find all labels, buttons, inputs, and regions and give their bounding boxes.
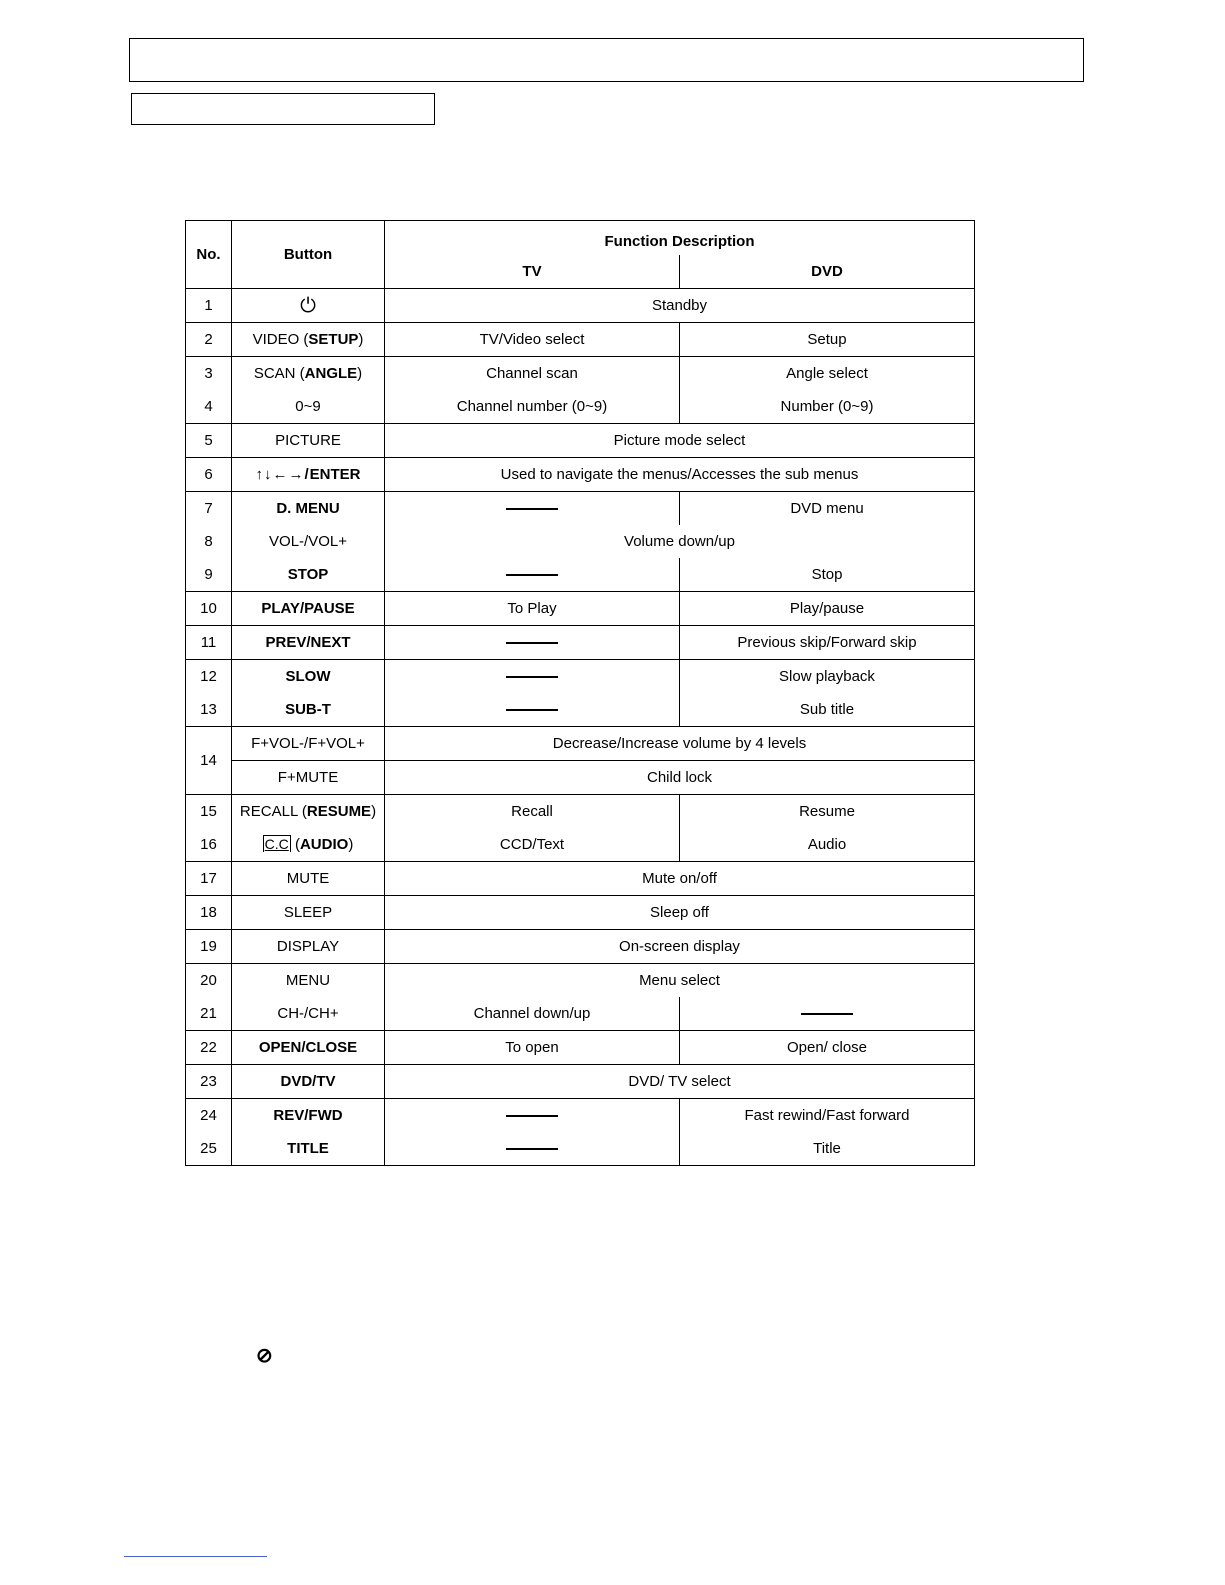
row-button: TITLE bbox=[232, 1132, 385, 1166]
row-no: 23 bbox=[186, 1065, 232, 1099]
row-dvd: Sub title bbox=[680, 693, 975, 727]
row-dvd: Stop bbox=[680, 558, 975, 592]
row-function: Decrease/Increase volume by 4 levels bbox=[385, 727, 975, 761]
table-row bbox=[186, 862, 975, 896]
row-function: Menu select bbox=[385, 964, 975, 998]
row-button: DVD/TV bbox=[232, 1065, 385, 1099]
header-function-description: Function Description bbox=[385, 221, 975, 256]
button-label-bold: ANGLE bbox=[304, 364, 358, 382]
row-button: 0~9 bbox=[232, 390, 385, 424]
row-button: PREV/NEXT bbox=[232, 626, 385, 660]
table-row bbox=[186, 1132, 975, 1166]
row-no: 5 bbox=[186, 424, 232, 458]
row-no: 4 bbox=[186, 390, 232, 424]
button-label-bold: SETUP bbox=[308, 330, 359, 348]
row-tv bbox=[385, 626, 680, 660]
row-function: On-screen display bbox=[385, 930, 975, 964]
row-no: 9 bbox=[186, 558, 232, 592]
button-label-bold: RESUME bbox=[306, 802, 372, 820]
row-tv: Channel scan bbox=[385, 357, 680, 391]
row-button bbox=[232, 323, 385, 357]
row-dvd: DVD menu bbox=[680, 492, 975, 526]
row-tv bbox=[385, 1132, 680, 1166]
dash-placeholder bbox=[506, 1115, 558, 1117]
table-row bbox=[186, 964, 975, 998]
row-tv: Recall bbox=[385, 795, 680, 829]
row-button: CH-/CH+ bbox=[232, 997, 385, 1031]
table-row bbox=[186, 390, 975, 424]
row-button: REV/FWD bbox=[232, 1099, 385, 1133]
row-tv: Channel down/up bbox=[385, 997, 680, 1031]
row-no: 21 bbox=[186, 997, 232, 1031]
row-no: 12 bbox=[186, 660, 232, 694]
no-entry-icon: ⊘ bbox=[256, 1345, 273, 1367]
table-row bbox=[186, 492, 975, 526]
row-no: 16 bbox=[186, 828, 232, 862]
table-row bbox=[186, 558, 975, 592]
row-function: Mute on/off bbox=[385, 862, 975, 896]
row-button: PICTURE bbox=[232, 424, 385, 458]
row-dvd: Title bbox=[680, 1132, 975, 1166]
header-no: No. bbox=[186, 221, 232, 289]
table-row bbox=[186, 795, 975, 829]
row-dvd: Fast rewind/Fast forward bbox=[680, 1099, 975, 1133]
row-button: MENU bbox=[232, 964, 385, 998]
table-row bbox=[186, 896, 975, 930]
row-no: 25 bbox=[186, 1132, 232, 1166]
section-title-box bbox=[131, 93, 435, 125]
table-row bbox=[186, 1065, 975, 1099]
row-button: F+VOL-/F+VOL+ bbox=[232, 727, 385, 761]
row-function: Volume down/up bbox=[385, 525, 975, 558]
table-header-row bbox=[186, 221, 975, 256]
table-row bbox=[186, 424, 975, 458]
table-row bbox=[186, 357, 975, 391]
dash-placeholder bbox=[506, 574, 558, 576]
row-button: VOL-/VOL+ bbox=[232, 525, 385, 558]
row-tv: To Play bbox=[385, 592, 680, 626]
row-no: 8 bbox=[186, 525, 232, 558]
row-dvd: Previous skip/Forward skip bbox=[680, 626, 975, 660]
row-dvd: Resume bbox=[680, 795, 975, 829]
table-row bbox=[186, 727, 975, 761]
table-row bbox=[186, 828, 975, 862]
table-row bbox=[186, 761, 975, 795]
row-tv bbox=[385, 558, 680, 592]
row-no: 17 bbox=[186, 862, 232, 896]
row-tv bbox=[385, 1099, 680, 1133]
row-dvd: Setup bbox=[680, 323, 975, 357]
row-button bbox=[232, 795, 385, 829]
row-tv: Channel number (0~9) bbox=[385, 390, 680, 424]
row-dvd: Audio bbox=[680, 828, 975, 862]
table-row bbox=[186, 458, 975, 492]
row-no: 14 bbox=[186, 727, 232, 795]
button-label-bold: ENTER bbox=[309, 465, 361, 483]
row-function: DVD/ TV select bbox=[385, 1065, 975, 1099]
dash-placeholder bbox=[506, 642, 558, 644]
row-no: 19 bbox=[186, 930, 232, 964]
button-label: ) bbox=[357, 364, 363, 382]
row-dvd: Number (0~9) bbox=[680, 390, 975, 424]
remote-function-table bbox=[185, 220, 975, 1166]
table-row bbox=[186, 1031, 975, 1065]
button-label: VIDEO ( bbox=[252, 330, 309, 348]
table-row bbox=[186, 626, 975, 660]
table-row bbox=[186, 1099, 975, 1133]
table-row bbox=[186, 693, 975, 727]
dash-placeholder bbox=[801, 1013, 853, 1015]
row-dvd: Angle select bbox=[680, 357, 975, 391]
table-row bbox=[186, 930, 975, 964]
row-tv: To open bbox=[385, 1031, 680, 1065]
row-function: Used to navigate the menus/Accesses the sub menus bbox=[385, 458, 975, 492]
table-row bbox=[186, 525, 975, 558]
button-label: SCAN ( bbox=[253, 364, 305, 382]
dash-placeholder bbox=[506, 1148, 558, 1150]
row-no: 7 bbox=[186, 492, 232, 526]
row-no: 18 bbox=[186, 896, 232, 930]
cc-label: C.C bbox=[264, 836, 289, 852]
row-tv: CCD/Text bbox=[385, 828, 680, 862]
row-no: 3 bbox=[186, 357, 232, 391]
dash-placeholder bbox=[506, 676, 558, 678]
row-no: 22 bbox=[186, 1031, 232, 1065]
row-function: Standby bbox=[385, 289, 975, 323]
header-title-box bbox=[129, 38, 1084, 82]
button-label: ) bbox=[371, 802, 377, 820]
button-label: RECALL ( bbox=[239, 802, 307, 820]
row-button: OPEN/CLOSE bbox=[232, 1031, 385, 1065]
row-tv bbox=[385, 660, 680, 694]
table-row bbox=[186, 660, 975, 694]
table-row bbox=[186, 289, 975, 323]
row-no: 13 bbox=[186, 693, 232, 727]
row-function: Sleep off bbox=[385, 896, 975, 930]
row-button: F+MUTE bbox=[232, 761, 385, 795]
row-button: SLOW bbox=[232, 660, 385, 694]
row-tv bbox=[385, 492, 680, 526]
row-no: 11 bbox=[186, 626, 232, 660]
button-label-bold: AUDIO bbox=[299, 836, 349, 853]
header-tv: TV bbox=[385, 255, 680, 289]
row-button: PLAY/PAUSE bbox=[232, 592, 385, 626]
row-dvd: Open/ close bbox=[680, 1031, 975, 1065]
header-dvd: DVD bbox=[680, 255, 975, 289]
row-button: STOP bbox=[232, 558, 385, 592]
dash-placeholder bbox=[506, 709, 558, 711]
dash-placeholder bbox=[506, 508, 558, 510]
row-no: 20 bbox=[186, 964, 232, 998]
row-dvd bbox=[680, 997, 975, 1031]
row-button: DISPLAY bbox=[232, 930, 385, 964]
row-button bbox=[232, 458, 385, 492]
table-row bbox=[186, 997, 975, 1031]
footer-link-line bbox=[124, 1556, 267, 1557]
button-label: ) bbox=[358, 330, 364, 348]
row-button: SLEEP bbox=[232, 896, 385, 930]
row-button: MUTE bbox=[232, 862, 385, 896]
row-tv: TV/Video select bbox=[385, 323, 680, 357]
row-function: Picture mode select bbox=[385, 424, 975, 458]
row-button: C.C (AUDIO) bbox=[232, 828, 385, 862]
row-button: SUB-T bbox=[232, 693, 385, 727]
table-row bbox=[186, 323, 975, 357]
row-dvd: Slow playback bbox=[680, 660, 975, 694]
row-no: 10 bbox=[186, 592, 232, 626]
row-button: D. MENU bbox=[232, 492, 385, 526]
power-icon: ⏻ bbox=[232, 289, 385, 323]
row-no: 2 bbox=[186, 323, 232, 357]
row-dvd: Play/pause bbox=[680, 592, 975, 626]
row-button bbox=[232, 357, 385, 391]
row-function: Child lock bbox=[385, 761, 975, 795]
row-no: 24 bbox=[186, 1099, 232, 1133]
row-no: 6 bbox=[186, 458, 232, 492]
header-button: Button bbox=[232, 221, 385, 289]
row-tv bbox=[385, 693, 680, 727]
arrow-keys-icon: ↑↓←→/ bbox=[255, 465, 310, 483]
table-row bbox=[186, 592, 975, 626]
row-no: 15 bbox=[186, 795, 232, 829]
row-no: 1 bbox=[186, 289, 232, 323]
